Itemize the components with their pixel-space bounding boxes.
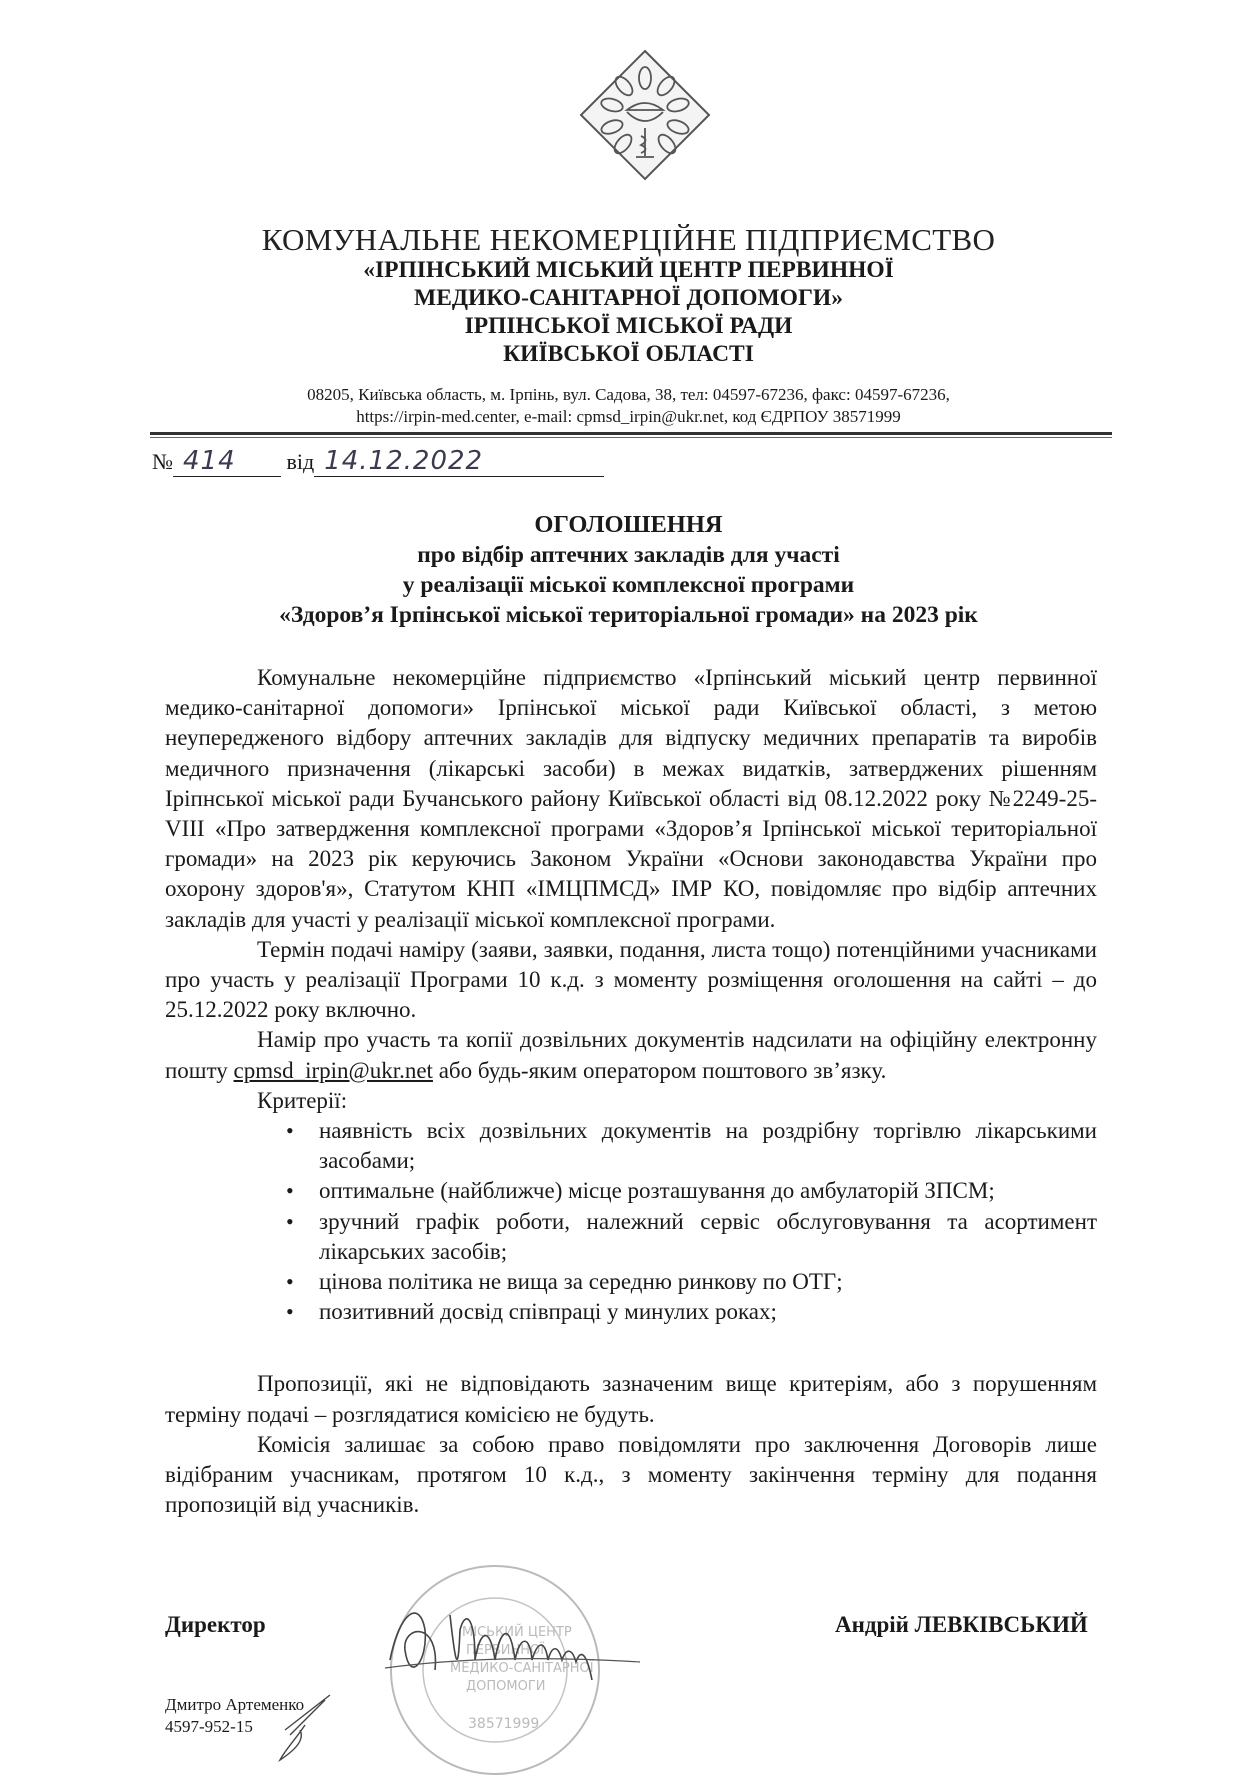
registration-line [152, 446, 604, 477]
spacer [165, 1327, 1097, 1369]
organization-type: КОМУНАЛЬНЕ НЕКОМЕРЦІЙНЕ ПІДПРИЄМСТВО [261, 222, 996, 257]
announcement-subtitle-line: у реалізації міської комплексної програми [402, 572, 855, 598]
header-divider [150, 432, 1112, 435]
criteria-item: • позитивний досвід співпраці у минулих роках; [283, 1297, 1097, 1327]
paragraph-deadline: Термін подачі наміру (заяви, заявки, подання, листа тощо) потенційними учасниками про участь у реалізації Програми 10 к.д. з моменту розміщення оголошення на сайті – до 25.12.2022 року включно. [165, 936, 1097, 1023]
svg-text:38571999: 38571999 [468, 1716, 540, 1732]
announcement-subtitle-line: «Здоров’я Ірпінської міської територіальної громади» на 2023 рік [279, 602, 978, 628]
announcement-subtitle-line: про відбір аптечних закладів для участі [417, 542, 840, 568]
number-label: № [152, 449, 173, 474]
signatory-role: Директор [165, 1612, 266, 1637]
svg-text:ПЕРВИННОЇ: ПЕРВИННОЇ [466, 1643, 545, 1658]
organization-contacts [0, 384, 1257, 428]
criteria-item: • оптимальне (найближче) місце розташування до амбулаторій ЗПСМ; [283, 1176, 1097, 1206]
svg-text:МІСЬКИЙ ЦЕНТР: МІСЬКИЙ ЦЕНТР [462, 1625, 572, 1640]
svg-text:ДОПОМОГИ: ДОПОМОГИ [466, 1679, 546, 1694]
performer-signature-icon [265, 1690, 375, 1766]
organization-name-line: «ІРПІНСЬКИЙ МІСЬКИЙ ЦЕНТР ПЕРВИННОЇ [363, 257, 894, 283]
svg-text:МЕДИКО-САНІТАРНОЇ: МЕДИКО-САНІТАРНОЇ [450, 1661, 594, 1676]
organization-logo-icon [578, 48, 712, 182]
criteria-list [165, 1116, 1097, 1327]
performer-phone: 4597-952-15 [165, 1717, 253, 1736]
paragraph-submission: Намір про участь та копії дозвільних документів надсилати на офіційну електронну пошту cpmsd_irpin@ukr.net або будь-яким оператором поштового зв’язку. [165, 1027, 1097, 1083]
header-divider-thin [150, 437, 1112, 438]
email-link[interactable]: cpmsd_irpin@ukr.net [233, 1057, 433, 1083]
organization-name-line: МЕДИКО-САНІТАРНОЇ ДОПОМОГИ» [414, 285, 843, 311]
announcement-heading: ОГОЛОШЕННЯ [534, 511, 723, 538]
organization-name-line: ІРПІНСЬКОЇ МІСЬКОЇ РАДИ [464, 313, 793, 339]
address-line: 08205, Київська область, м. Ірпінь, вул. Садова, 38, тел: 04597-67236, факс: 04597-67236, [307, 385, 950, 404]
director-signature-icon [380, 1590, 700, 1700]
document-number: 414 [173, 446, 281, 477]
signatory-name: Андрій ЛЕВКІВСЬКИЙ [835, 1612, 1088, 1637]
paragraph-rejection: Пропозиції, які не відповідають зазначеним вище критеріям, або з порушенням терміну подачі – розглядатися комісією не будуть. [165, 1371, 1097, 1427]
document-date: 14.12.2022 [314, 446, 604, 477]
criteria-item: • зручний графік роботи, належний сервіс обслуговування та асортимент лікарських засобів; [283, 1207, 1097, 1267]
criteria-item: • цінова політика не вища за середню ринкову по ОТГ; [283, 1267, 1097, 1297]
paragraph-commission: Комісія залишає за собою право повідомляти про заключення Договорів лише відібраним учасникам, протягом 10 к.д., з моменту закінчення терміну для подання пропозицій від учасників. [165, 1431, 1097, 1518]
announcement-body [165, 663, 1097, 1520]
criteria-label: Критерії: [257, 1087, 348, 1113]
performer-name: Дмитро Артеменко [165, 1695, 305, 1714]
criteria-item: • наявність всіх дозвільних документів на роздрібну торгівлю лікарськими засобами; [283, 1116, 1097, 1176]
web-email-line: https://irpin-med.center, e-mail: cpmsd_irpin@ukr.net, код ЄДРПОУ 38571999 [356, 407, 901, 426]
organization-name-line: КИЇВСЬКОЇ ОБЛАСТІ [503, 341, 754, 367]
announcement-title [0, 510, 1257, 630]
paragraph-intro: Комунальне некомерційне підприємство «Ірпінський міський центр первинної медико-санітарної допомоги» Ірпінської міської ради Київської області, з метою неупередженого відбору аптечних закладів для відпуску медичних препаратів та виробів медичного призначення (лікарські засоби) в межах видатків, затверджених рішенням Іріпнської міської ради Бучанського району Київської області від 08.12.2022 року №2249-25-VIII «Про затвердження комплексної програми «Здоров’я Ірпінської міської територіальної громади» на 2023 рік керуючись Законом України «Основи законодавства України про охорону здоров'я», Статутом КНП «ІМЦПМСД» ІМР КО, повідомляє про відбір аптечних закладів для участі у реалізації міської комплексної програми. [165, 665, 1097, 932]
date-label: від [286, 449, 315, 474]
organization-name [0, 256, 1257, 368]
